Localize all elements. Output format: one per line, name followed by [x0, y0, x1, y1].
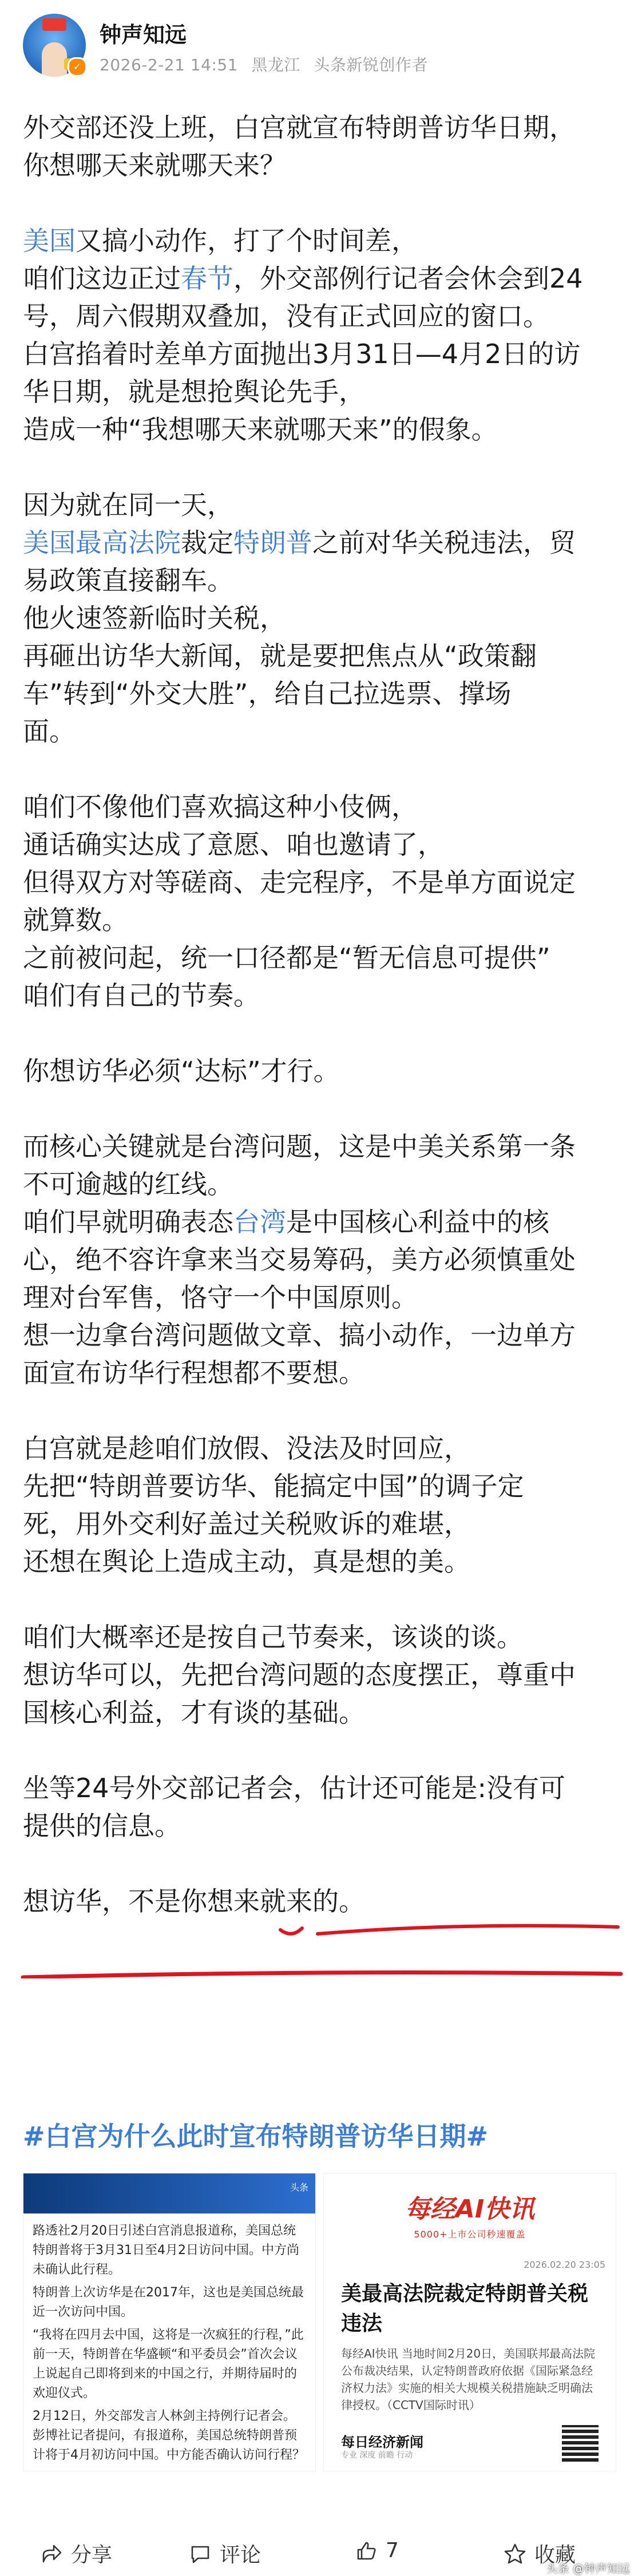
topic-link-spring-festival[interactable]: 春节	[181, 263, 233, 294]
post-line: 通话确实达成了意愿、咱也邀请了，	[23, 829, 444, 860]
post-text: 咱们这边正过	[23, 263, 181, 294]
like-count: 7	[386, 2539, 399, 2562]
post-line: 死，用外交利好盖过关税败诉的难堪，	[23, 1508, 470, 1539]
post-line: 你想哪天来就哪天来？	[23, 150, 286, 181]
post-line: 咱们不像他们喜欢搞这种小伎俩，	[23, 791, 418, 822]
post-text: 裁定	[181, 527, 233, 558]
post-line-highlighted: 坐等24号外交部记者会，估计还可能是:没有可	[23, 1773, 566, 1803]
image-banner	[23, 2173, 315, 2213]
red-underline-long	[23, 1973, 621, 1977]
verified-icon: ✓	[68, 57, 87, 77]
post-line: 但得双方对等磋商、走完程序，不是单方面说定	[23, 867, 576, 898]
post-meta	[100, 53, 436, 75]
post-text: 之前对华关税违法，贸	[312, 527, 576, 558]
image-paragraph: 特朗普上次访华是在2017年，这也是美国总统最近一次访问中国。	[33, 2286, 304, 2319]
comment-button[interactable]	[189, 2539, 261, 2568]
news-source-tagline: 专业 深度 前瞻 行动	[341, 2451, 413, 2460]
topic-link-usa[interactable]: 美国	[23, 225, 76, 256]
post-line	[23, 524, 615, 562]
news-source: 每日经济新闻	[341, 2434, 423, 2450]
post-line: 面宣布访华行程想都不要想。	[23, 1357, 365, 1388]
post-line: 想一边拿台湾问题做文章、搞小动作，一边单方	[23, 1320, 576, 1351]
red-underline-short	[318, 1926, 618, 1934]
hashtag-link[interactable]: #白宫为什么此时宣布特朗普访华日期#	[23, 2121, 489, 2152]
post-datetime: 2026-2-21 14:51	[100, 55, 238, 74]
avatar-badge	[42, 18, 66, 31]
post-line: 心，绝不容许拿来当交易筹码，美方必须慎重处	[23, 1244, 576, 1275]
post-line: 造成一种“我想哪天来就哪天来”的假象。	[23, 414, 498, 445]
thumbs-up-icon	[355, 2539, 378, 2562]
post-line: 咱们有自己的节奏。	[23, 980, 260, 1011]
post-line: 他火速签新临时关税，	[23, 603, 286, 634]
action-bar	[0, 2527, 638, 2575]
post-line: 车”转到“外交大胜”，给自己拉选票、撑场	[23, 678, 512, 709]
news-image-right[interactable]	[323, 2173, 616, 2471]
news-date: 2026.02.20 23:05	[524, 2259, 605, 2270]
watermark: 头条 @钟声知远	[546, 2562, 630, 2575]
favorite-label: 收藏	[534, 2543, 576, 2567]
post-text: 又搞小动作，打了个时间差，	[76, 225, 418, 256]
post-line: 国核心利益，才有谈的基础。	[23, 1697, 365, 1728]
post-line: 而核心关键就是台湾问题，这是中美关系第一条	[23, 1131, 576, 1162]
author-tag: 头条新锐创作者	[314, 55, 428, 74]
post-header	[0, 0, 638, 86]
post-line: 咱们大概率还是按自己节奏来，该谈的谈。	[23, 1622, 523, 1653]
news-body: 每经AI快讯 当地时间2月20日，美国联邦最高法院公布裁决结果，认定特朗普政府依据《国际紧急经济权力法》实施的相关大规模关税措施缺乏明确法律授权。（CCTV国际时讯）	[341, 2347, 596, 2412]
image-paragraph: 路透社2月20日引述白宫消息报道称，美国总统特朗普将于3月31日至4月2日访问中国。中方尚未确认此行程。	[33, 2224, 299, 2277]
brand-subtitle: 5000+上市公司秒速覆盖	[414, 2229, 526, 2240]
post-line: 外交部还没上班，白宫就宣布特朗普访华日期，	[23, 112, 576, 143]
post-line: 面。	[23, 716, 76, 747]
post-line: 易政策直接翻车。	[23, 565, 233, 596]
image-corner-tag: 头条	[290, 2182, 308, 2193]
post-line: 白宫就是趁咱们放假、没法及时回应，	[23, 1433, 470, 1464]
brand-logo: 每经AI快讯	[405, 2195, 535, 2224]
red-tick-mark	[280, 1928, 302, 1934]
post-line: 华日期，就是想抢舆论先手，	[23, 376, 365, 407]
post-line: 想访华可以，先把台湾问题的态度摆正，尊重中	[23, 1659, 576, 1690]
post-text: 咱们早就明确表态	[23, 1207, 233, 1237]
share-button[interactable]	[40, 2539, 112, 2568]
post-line: 因为就在同一天，	[23, 489, 233, 520]
post-line	[23, 260, 615, 297]
post-line: 白宫掐着时差单方面抛出3月31日—4月2日的访	[23, 339, 581, 369]
like-button[interactable]	[355, 2539, 399, 2562]
post-line	[23, 1203, 615, 1241]
post-line: 就算数。	[23, 905, 128, 935]
news-image-left[interactable]	[23, 2173, 316, 2471]
comment-icon	[189, 2542, 212, 2565]
comment-label: 评论	[220, 2543, 261, 2567]
post-line: 再砸出访华大新闻，就是要把焦点从“政策翻	[23, 640, 537, 671]
post-line-highlighted: 提供的信息。	[23, 1810, 181, 1841]
post-line: 想访华，不是你想来就来的。	[23, 1886, 365, 1917]
image-paragraph: “我将在四月去中国，这将是一次疯狂的行程，”此前一天，特朗普在华盛顿“和平委员会”首次会议上说起自己即将到来的中国之行，并期待届时的欢迎仪式。	[33, 2328, 304, 2400]
share-icon	[40, 2542, 63, 2565]
author-name[interactable]: 钟声知远	[100, 22, 187, 47]
image-text	[23, 2213, 315, 2471]
post-line: 理对台军售，恪守一个中国原则。	[23, 1282, 418, 1313]
post-text: ，外交部例行记者会休会到24	[233, 263, 583, 294]
post-text: 是中国核心利益中的核	[286, 1207, 549, 1237]
topic-link-trump[interactable]: 特朗普	[233, 527, 312, 558]
post-line: 先把“特朗普要访华、能搞定中国”的调子定	[23, 1471, 524, 1502]
topic-link-supreme-court[interactable]: 美国最高法院	[23, 527, 181, 558]
qr-code-icon	[562, 2425, 599, 2462]
post-line: 号，周六假期双叠加，没有正式回应的窗口。	[23, 301, 549, 332]
post-body	[23, 109, 615, 1920]
news-headline: 美最高法院裁定特朗普关税违法	[341, 2282, 589, 2335]
post-line	[23, 222, 615, 260]
post-line: 还想在舆论上造成主动，真是想的美。	[23, 1546, 470, 1577]
post-location: 黑龙江	[251, 55, 300, 74]
topic-link-taiwan[interactable]: 台湾	[233, 1207, 286, 1237]
image-paragraph: 2月12日，外交部发言人林剑主持例行记者会。彭博社记者提问，有报道称，美国总统特朗普预计将于4月初访问中国。中方能否确认访问行程？	[33, 2409, 305, 2462]
avatar-figure	[42, 42, 67, 77]
post-line: 你想访华必须“达标”才行。	[23, 1056, 340, 1086]
star-icon	[504, 2542, 526, 2565]
post-line: 之前被问起，统一口径都是“暂无信息可提供”	[23, 942, 550, 973]
post-line: 不可逾越的红线。	[23, 1169, 233, 1200]
share-label: 分享	[71, 2543, 113, 2567]
